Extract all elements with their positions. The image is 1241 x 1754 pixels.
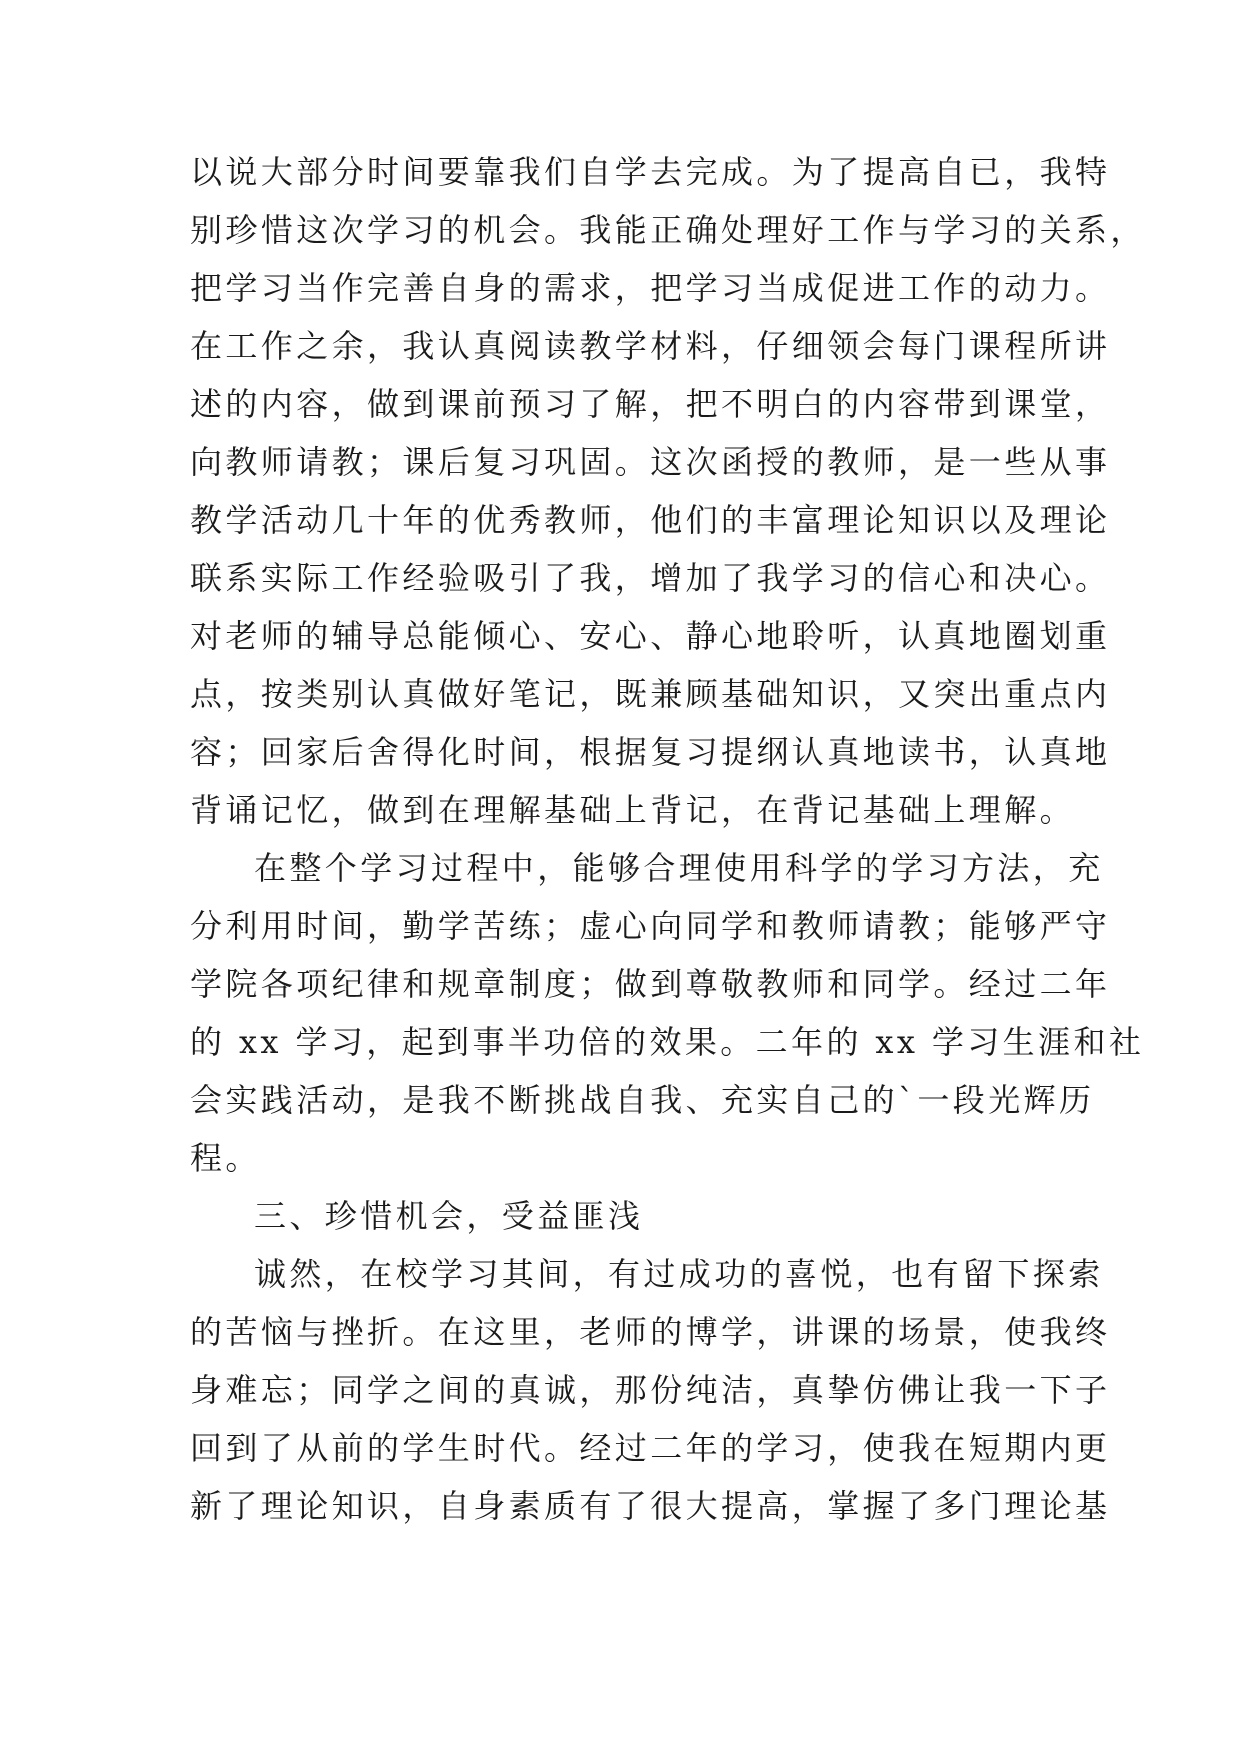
text-line: 的苦恼与挫折。在这里，老师的博学，讲课的场景，使我终: [190, 1313, 1111, 1351]
text-line: 以说大部分时间要靠我们自学去完成。为了提高自已，我特: [190, 153, 1111, 191]
text-line: 程。: [190, 1139, 261, 1177]
section-heading: 三、珍惜机会，受益匪浅: [254, 1197, 644, 1235]
text-line: 述的内容，做到课前预习了解，把不明白的内容带到课堂，: [190, 385, 1111, 423]
text-line: 身难忘；同学之间的真诚，那份纯洁，真挚仿佛让我一下子: [190, 1371, 1111, 1409]
text-line: 在工作之余，我认真阅读教学材料，仔细领会每门课程所讲: [190, 327, 1111, 365]
text-line: 联系实际工作经验吸引了我，增加了我学习的信心和决心。: [190, 559, 1111, 597]
text-line: 背诵记忆，做到在理解基础上背记，在背记基础上理解。: [190, 791, 1076, 829]
text-line: 点，按类别认真做好笔记，既兼顾基础知识，又突出重点内: [190, 675, 1111, 713]
text-line: 把学习当作完善自身的需求，把学习当成促进工作的动力。: [190, 269, 1111, 307]
text-line: 新了理论知识，自身素质有了很大提高，掌握了多门理论基: [190, 1487, 1111, 1525]
text-line: 学院各项纪律和规章制度；做到尊敬教师和同学。经过二年: [190, 965, 1111, 1003]
text-line: 会实践活动，是我不断挑战自我、充实自己的`一段光辉历: [190, 1081, 1095, 1119]
text-line: 别珍惜这次学习的机会。我能正确处理好工作与学习的关系，: [190, 211, 1146, 249]
paragraph-start-line: 诚然，在校学习其间，有过成功的喜悦，也有留下探索: [254, 1255, 1104, 1293]
text-line: 容；回家后舍得化时间，根据复习提纲认真地读书，认真地: [190, 733, 1111, 771]
text-line: 的 xx 学习，起到事半功倍的效果。二年的 xx 学习生涯和社: [190, 1023, 1145, 1061]
text-line: 分利用时间，勤学苦练；虚心向同学和教师请教；能够严守: [190, 907, 1111, 945]
text-line: 回到了从前的学生时代。经过二年的学习，使我在短期内更: [190, 1429, 1111, 1467]
text-line: 对老师的辅导总能倾心、安心、静心地聆听，认真地圈划重: [190, 617, 1111, 655]
text-line: 向教师请教；课后复习巩固。这次函授的教师，是一些从事: [190, 443, 1111, 481]
paragraph-start-line: 在整个学习过程中，能够合理使用科学的学习方法，充: [254, 849, 1104, 887]
text-line: 教学活动几十年的优秀教师，他们的丰富理论知识以及理论: [190, 501, 1111, 539]
